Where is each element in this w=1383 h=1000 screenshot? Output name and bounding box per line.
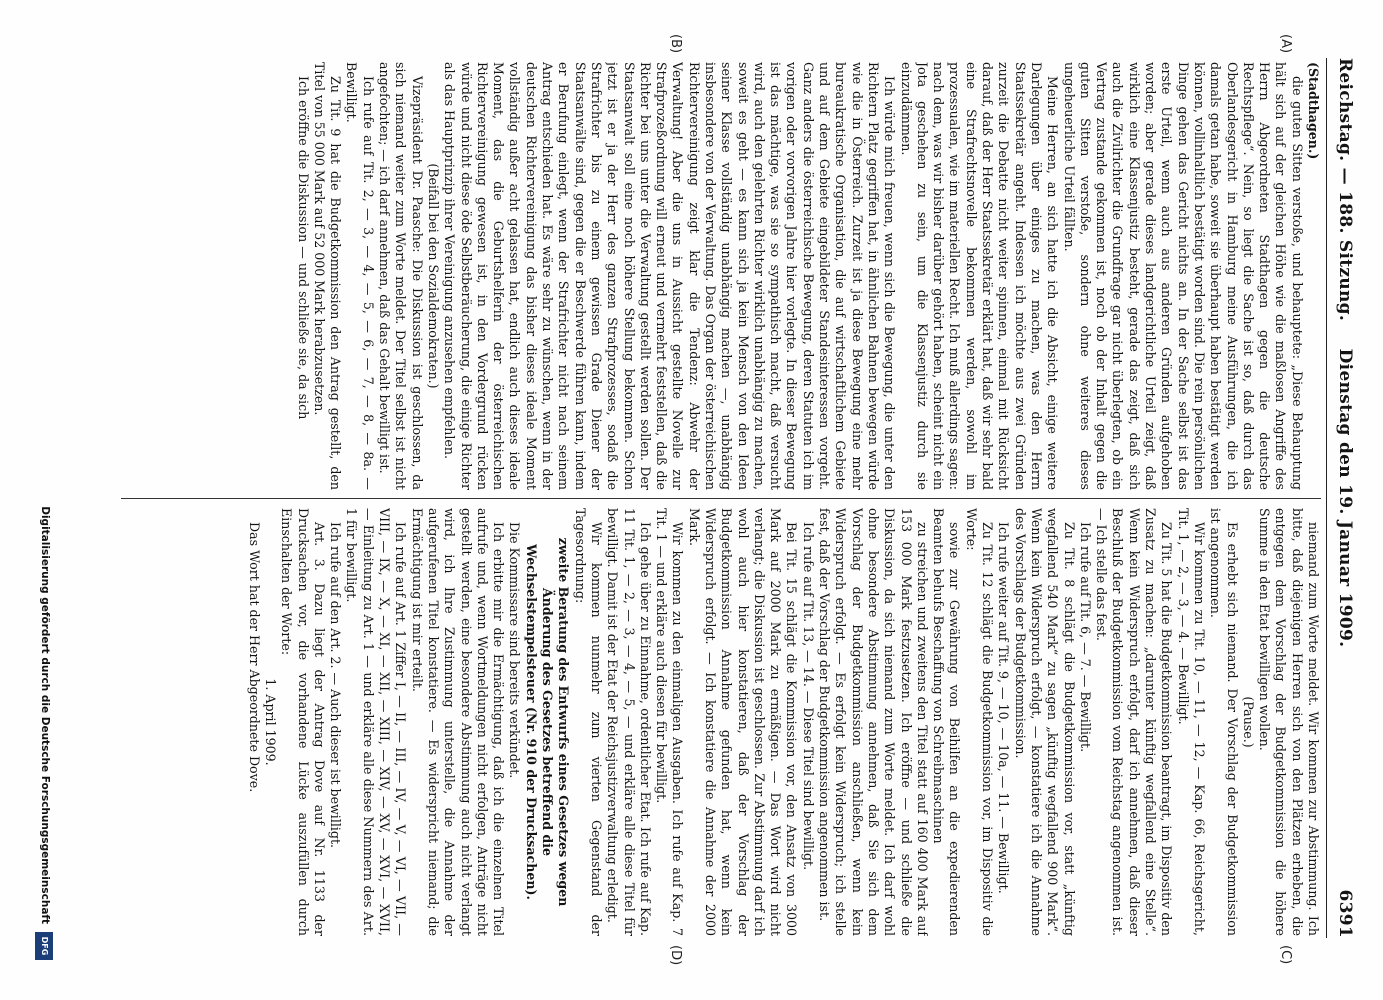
right-column-para: Zu Tit. 5 hat die Budgetkommission beantragt, im Dispositiv den Zusatz zu machen: „darunter künftig wegfallend eine Stelle“. Wenn kein Widerspruch erfolgt, darf ich annehmen, daß dieser Beschluß der Budgetkommission vom Reichstag angenommen ist. — Ich stelle das fest. [1094,508,1175,936]
right-column-para: Ich gehe über zu Einnahme, ordentlicher Etat. Ich rufe auf Kap. 11 Tit. 1, — 2, — 3, — 4, — 5, — und erkläre alle diese Titel für bewilligt. Damit ist der Etat der Reichsjustizverwaltung erledigt. [605,508,653,936]
left-column [121,62,1321,490]
page-number: 6391 [1335,889,1355,938]
left-column-head: (Stadthagen.) [1306,62,1321,160]
right-column-para: Die Kommissare sind bereits verkündet. [507,522,523,779]
running-head-date: Dienstag den 19. Januar 1909. [1335,348,1355,648]
header-rule [1326,58,1327,938]
right-column-para: Zu Tit. 12 schlägt die Budgetkommission vor, im Dispositiv die Worte: [963,508,996,936]
left-column-para: Ich eröffne die Diskussion — und schließe sie, da sich [295,76,311,420]
right-column [121,508,1321,936]
right-column-bold: zweite Beratung des Entwurfs eines Gesetzes wegen Änderung des Gesetzes betreffend die Wechselstempelsteuer (Nr. 910 der Drucksachen). [523,537,572,907]
right-column-para: Wir kommen nunmehr zum vierten Gegenstand der Tagesordnung: [572,508,604,936]
right-column-para: Ich rufe weiter auf Tit. 9, — 10, — 10a, — 11. — Bewilligt. [996,522,1012,894]
right-column-para: Art. 3. Dazu liegt der Antrag Dove auf Nr. 1133 der Drucksachen vor, die vorhandene Lücke auszufüllen durch Einschalten der Worte: [279,508,327,936]
left-column-para: Ich würde mich freuen, wenn sich die Bewegung, die unter den Richtern Platz gegriffen hat, in ähnlichen Bahnen bewegen würde wie die in Österreich. Zurzeit ist ja diese Bewegung eine mehr bureaukratische Organisation, die auf wirtschaftlichem Gebiete und auf dem Gebiete eingebildeter Standesinteressen vorgeht. Ganz anders die österreichische Bewegung, deren Statuten ich im vorigen oder vorvorigen Jahre hier vorlegte. In dieser Bewegung ist das mächtige, was sie so sympathisch macht, daß versucht wird, auch den gelehrten Richter wirklich unabhängig zu machen, soweit es geht — es kann sich ja kein Mensch von den Ideen seiner Klasse vollständig unabhängig machen —, unabhängig insbesondere von der Verwaltung. Das Organ der österreichischen Richtervereinigung zeigt klar die Tendenz: Abwehr der Verwaltung! Aber die uns in Aussicht gestellte Novelle zur Strafprozeßordnung will erneut und vermehrt feststellen, daß die Richter bei uns unter die Verwaltung gestellt werden sollen. Der Staatsanwalt soll eine noch höhere Stellung bekommen. Schon jetzt ist er ja der Herr des ganzen Strafprozesses, sodaß die Strafrichter bis zu einem gewissen Grade Diener der Staatsanwälte sind, gegen die er Beschwerde führen kann, indem er Berufung einlegt, wenn der Strafrichter nicht nach seinem Antrag entschieden hat. Es wäre sehr zu wünschen, wenn in der deutschen Richtervereinigung das bisher dieses ideale Moment vollständig außer acht gelassen hat, endlich auch dieses ideale Moment, das die Geburtshelferin der österreichischen Richtervereinigung gewesen ist, in den Vordergrund rücken würde und nicht diese öde Selbstberäucherung, die einige Richter als das Hauptprinzip ihrer Vereinigung anzusehen empfehlen. [442,62,898,490]
left-column-para: Meine Herren, an sich hatte ich die Absicht, einige weitere Darlegungen über einiges zu machen, was den Herrn Staatssekretär angeht. Indessen ich möchte aus zwei Gründen zurzeit die Debatte nicht weiter spinnen, einmal mit Rücksicht darauf, daß der Herr Staatssekretär erklärt hat, daß wir sehr bald eine Strafrechtsnovelle bekommen werden, sowohl im prozessualen, wie im materiellen Recht. Ich muß allerdings sagen: nach dem, was wir bisher darüber gehört haben, scheint nicht ein Jota geschehen zu sein, um die Klassenjustiz durch sie einzudämmen. [898,62,1061,490]
right-column-para: sowie zur Gewährung von Beihilfen an die expedierenden Beamten behufs Beschaffung von Schreibmaschinen [931,508,963,936]
right-column-para: Ich erbitte mir die Ermächtigung, daß ich die einzelnen Titel aufrufe und, wenn Wortmeldungen nicht erfolgen, Anträge nicht gestellt werden, eine besondere Abstimmung auch nicht verlangt wird, ich Ihre Zustimmung unterstelle, die Annahme der aufgerufenen Titel konstatiere. — Es widerspricht niemand; die Ermächtigung ist mir erteilt. [409,508,507,936]
left-column-para: die guten Sitten verstoße, und behauptete: „Diese Behauptung hält sich auf der gleichen Höhe wie die maßlosen Angriffe des Herrn Abgeordneten Stadthagen gegen die deutsche Rechtspflege“. Nein, so liegt die Sache ist so, daß durch das Oberlandesgericht in Hamburg meine Ausführungen, die ich damals getan habe, soweit sie überhaupt haben bestätigt werden können, vollinhaltlich bestätigt worden sind. Die rein persönlichen Dinge gehen das Gericht nichts an. In der Sache selbst ist das erste Urteil, wenn auch aus anderen Gründen aufgehoben worden; aber gerade dieses landgerichtliche Urteil zeigt, daß wirklich eine Klassenjustiz besteht, gerade das zeigt, daß sich auch die Zivilrichter die Grundfrage gar nicht überlegten, ob ein Vertrag zustande gekommen ist, noch ob der Inhalt gegen die guten Sitten verstoße, sondern ohne weiteres dieses ungeheuerliche Urteil fällten. [1061,62,1305,490]
right-column-para: Wir kommen zu den einmaligen Ausgaben. Ich rufe auf Kap. 7 Tit. 1 — und erkläre auch diesen für bewilligt. [654,508,686,936]
dfg-logo: DFG [35,932,53,960]
right-column-para: Das Wort hat der Herr Abgeordnete Dove. [246,522,262,793]
right-column-para: Ich rufe auf Tit. 6, — 7. — Bewilligt. [1077,522,1093,753]
right-column-para: Ich rufe auf Tit. 13, — 14. — Diese Titel sind bewilligt. [800,522,816,871]
left-column-para: Ich rufe auf Tit. 2, — 3, — 4, — 5, — 6, — 7, — 8, — 8a. — Bewilligt. [344,62,376,490]
margin-letter-b: (B) [668,34,683,54]
right-column-para: Es erhebt sich niemand. Der Vorschlag der Budgetkommission ist angenommen. [1208,508,1240,936]
left-column-center: (Beifall bei den Sozialdemokraten.) [425,163,441,389]
digitization-credit: Digitalisierung gefördert durch die Deutsche Forschungsgemeinschaft [39,506,51,924]
dfg-footer [31,40,53,960]
right-column-para: niemand zum Worte meldet. Wir kommen zur Abstimmung. Ich bitte, daß diejenigen Herren sich von den Plätzen erheben, die entgegen dem Vorschlag der Budgetkommission die höhere Summe in den Etat bewilligen wollen. [1257,508,1321,936]
right-column-para: Bei Tit. 15 schlägt die Kommission vor, den Ansatz von 3000 Mark auf 2000 Mark zu ermäßigen. — Das Wort wird nicht verlangt; die Diskussion ist geschlossen. Zur Abstimmung darf ich wohl auch hier konstatieren, daß der Vorschlag der Budgetkommission Annahme gefunden hat, wenn kein Widerspruch erfolgt. — Ich konstatiere die Annahme der 2000 Mark. [686,508,800,936]
running-head [1331,58,1355,938]
right-column-para: Wir kommen zu Tit. 10, — 11, — 12, — Kap. 66, Reichsgericht, Tit. 1, — 2, — 3, — 4. — Bewilligt. [1175,508,1207,936]
margin-letter-a: (A) [1278,34,1293,54]
margin-letter-d: (D) [668,945,683,966]
right-column-para: zu streichen und zweitens den Titel statt auf 160 400 Mark auf 153 000 Mark festzusetzen. Ich eröffne — und schließe die Diskussion, da sich niemand zum Worte meldet. Ich darf wohl ohne besondere Abstimmung annehmen, daß Sie sich dem Vorschlag der Budgetkommission anschließen, wenn kein Widerspruch erfolgt. — Es erfolgt kein Widerspruch; ich stelle fest, daß der Vorschlag der Budgetkommission angenommen ist. [817,508,930,936]
right-column-para: Zu Tit. 8 schlägt die Budgetkommission vor, statt „künftig wegfallend 540 Mark“ zu sagen „künftig wegfallend 900 Mark“. Wenn kein Widerspruch erfolgt, — konstatiere ich die Annahme des Vorschlags der Budgetkommission. [1012,508,1077,936]
column-divider [121,498,1321,499]
left-column-para: Zu Tit. 9 hat die Budgetkommission den Antrag gestellt, den Titel von 55 000 Mark auf 52 000 Mark herabzusetzen. [311,62,344,490]
right-column-para: Ich rufe auf Art. 1 Ziffer I, — II, — III, — IV, — V, — VI, — VII, — VIII, — IX, — X, — XI, — XII, — XIII, — XIV, — XV, — XVI, — XVII, — Einleitung zu Art. 1 — und erkläre alle diese Nummern des Art. 1 für bewilligt. [344,508,409,936]
running-head-left: Reichstag. — 188. Sitzung. [1335,58,1355,322]
margin-letter-c: (C) [1278,945,1293,965]
right-column-center: (Pause.) [1240,696,1256,748]
right-column-para: Ich rufe auf den Art. 2. — Auch dieser ist bewilligt. [328,522,344,849]
right-column-center: 1. April 1909. [263,678,278,766]
left-column-para: Vizepräsident Dr. Paasche: Die Diskussion ist geschlossen, da sich niemand weiter zum Worte meldet. Der Titel selbst ist nicht angefochten; — ich darf annehmen, daß das Gehalt bewilligt ist. [377,62,425,490]
